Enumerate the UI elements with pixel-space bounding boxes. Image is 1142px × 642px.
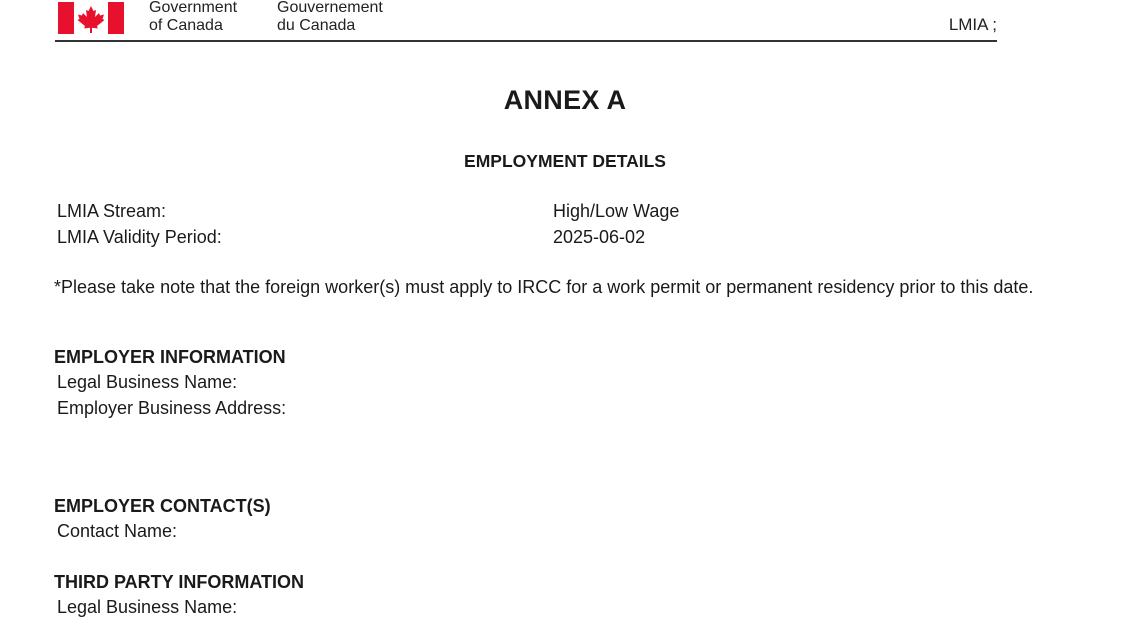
page-subtitle: EMPLOYMENT DETAILS: [464, 151, 666, 171]
validity-note: *Please take note that the foreign worker(s) must apply to IRCC for a work permit or permanent residency prior to this date.: [54, 277, 1034, 297]
employer-business-address-label: Employer Business Address:: [57, 398, 287, 418]
employer-information-heading: EMPLOYER INFORMATION: [54, 347, 286, 367]
detail-value-stream: High/Low Wage: [553, 201, 680, 221]
header-document-code: LMIA ;: [948, 15, 997, 34]
document-header: [55, 0, 997, 42]
wordmark-fr-line1: Gouvernement: [277, 0, 383, 16]
wordmark-fr-line2: du Canada: [277, 17, 356, 34]
wordmark-french: [277, 0, 383, 35]
third-party-legal-business-name-label: Legal Business Name:: [57, 597, 238, 617]
wordmark-english: [149, 0, 237, 35]
detail-value-validity: 2025-06-02: [553, 227, 646, 247]
wordmark-en-line2: of Canada: [149, 17, 223, 34]
detail-label-stream: LMIA Stream:: [57, 201, 167, 221]
employer-contact-heading: EMPLOYER CONTACT(S): [54, 496, 271, 516]
third-party-heading: THIRD PARTY INFORMATION: [54, 572, 304, 592]
wordmark-en-line1: Government: [149, 0, 238, 16]
employer-legal-business-name-label: Legal Business Name:: [57, 372, 238, 392]
contact-name-label: Contact Name:: [57, 521, 178, 541]
detail-label-validity: LMIA Validity Period:: [57, 227, 222, 247]
page-title: ANNEX A: [503, 85, 627, 115]
canada-flag-icon: [58, 2, 124, 34]
